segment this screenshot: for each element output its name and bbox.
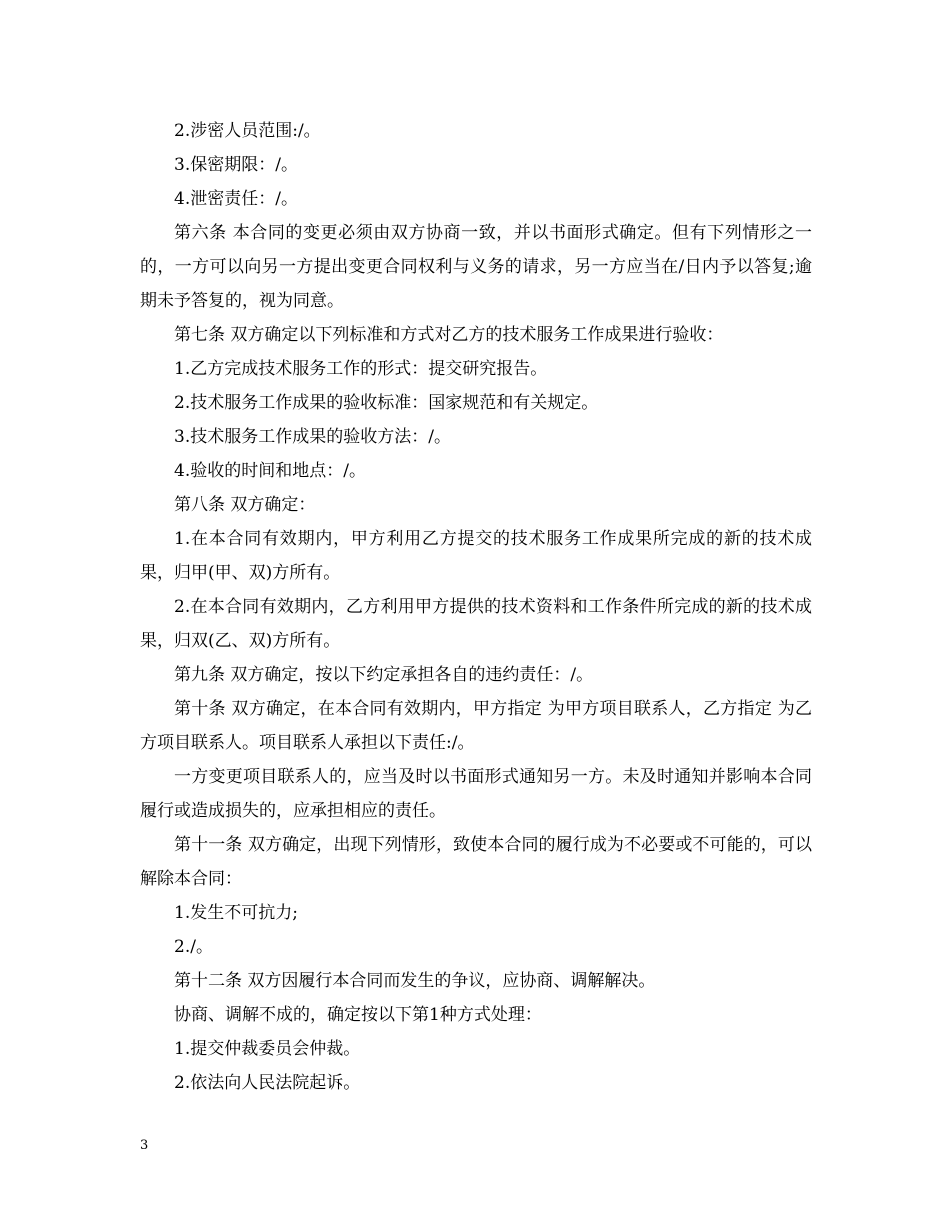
paragraph: 第八条 双方确定： — [174, 495, 316, 515]
document-body — [140, 114, 812, 1100]
paragraph: 1.乙方完成技术服务工作的形式：提交研究报告。 — [174, 359, 548, 379]
paragraph: 2.技术服务工作成果的验收标准：国家规范和有关规定。 — [174, 393, 599, 413]
paragraph: 2.涉密人员范围:/。 — [174, 121, 321, 141]
paragraph: 第六条 本合同的变更必须由双方协商一致，并以书面形式确定。但有下列情形之一的，一方可以向另一方提出变更合同权利与义务的请求，另一方应当在/日内予以答复;逾期未予答复的，视为同意。 — [140, 223, 812, 311]
paragraph: 第九条 双方确定，按以下约定承担各自的违约责任：/。 — [174, 665, 594, 685]
paragraph: 1.发生不可抗力; — [174, 903, 298, 923]
paragraph: 2.依法向人民法院起诉。 — [174, 1073, 361, 1093]
paragraph: 4.泄密责任：/。 — [174, 189, 298, 209]
paragraph: 第十一条 双方确定，出现下列情形，致使本合同的履行成为不必要或不可能的，可以解除本合同： — [140, 835, 812, 889]
paragraph: 一方变更项目联系人的，应当及时以书面形式通知另一方。未及时通知并影响本合同履行或造成损失的，应承担相应的责任。 — [140, 767, 812, 821]
paragraph: 2.在本合同有效期内，乙方利用甲方提供的技术资料和工作条件所完成的新的技术成果，归双(乙、双)方所有。 — [140, 597, 812, 651]
paragraph: 4.验收的时间和地点：/。 — [174, 461, 366, 481]
paragraph: 1.在本合同有效期内，甲方利用乙方提交的技术服务工作成果所完成的新的技术成果，归甲(甲、双)方所有。 — [140, 529, 812, 583]
paragraph: 3.保密期限：/。 — [174, 155, 298, 175]
paragraph: 第十二条 双方因履行本合同而发生的争议，应协商、调解解决。 — [174, 971, 656, 991]
page-number: 3 — [140, 1138, 149, 1153]
paragraph: 1.提交仲裁委员会仲裁。 — [174, 1039, 361, 1059]
paragraph: 第七条 双方确定以下列标准和方式对乙方的技术服务工作成果进行验收： — [174, 325, 724, 345]
paragraph: 3.技术服务工作成果的验收方法：/。 — [174, 427, 451, 447]
paragraph: 2./。 — [174, 937, 213, 957]
paragraph: 协商、调解不成的，确定按以下第1种方式处理： — [174, 1005, 542, 1025]
paragraph: 第十条 双方确定，在本合同有效期内，甲方指定 为甲方项目联系人，乙方指定 为乙方项目联系人。项目联系人承担以下责任:/。 — [140, 699, 812, 753]
